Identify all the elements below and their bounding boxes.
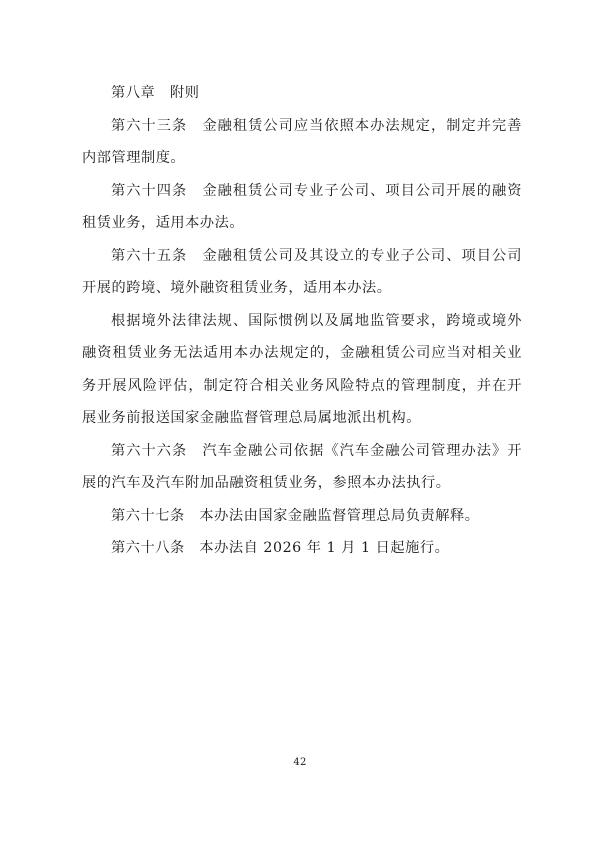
article-68: 第六十八条 本办法自 2026 年 1 月 1 日起施行。 [111, 540, 450, 556]
page-number: 42 [293, 757, 307, 768]
article-65-supplement: 根据境外法律法规、国际惯例以及属地监管要求，跨境或境外融资租赁业务无法适用本办法规定的，金融租赁公司应当对相关业务开展风险评估，制定符合相关业务风险特点的管理制度，并在开展业务前报送国家金融监督管理总局属地派出机构。 [82, 312, 522, 426]
document-body [82, 77, 522, 565]
article-66: 第六十六条 汽车金融公司依据《汽车金融公司管理办法》开展的汽车及汽车附加品融资租赁业务，参照本办法执行。 [82, 442, 522, 491]
article-63: 第六十三条 金融租赁公司应当依照本办法规定，制定并完善内部管理制度。 [82, 117, 522, 166]
chapter-heading: 第八章 附则 [111, 85, 200, 101]
article-65: 第六十五条 金融租赁公司及其设立的专业子公司、项目公司开展的跨境、境外融资租赁业务，适用本办法。 [82, 247, 522, 296]
article-67: 第六十七条 本办法由国家金融监督管理总局负责解释。 [111, 507, 480, 524]
article-64: 第六十四条 金融租赁公司专业子公司、项目公司开展的融资租赁业务，适用本办法。 [82, 182, 522, 231]
